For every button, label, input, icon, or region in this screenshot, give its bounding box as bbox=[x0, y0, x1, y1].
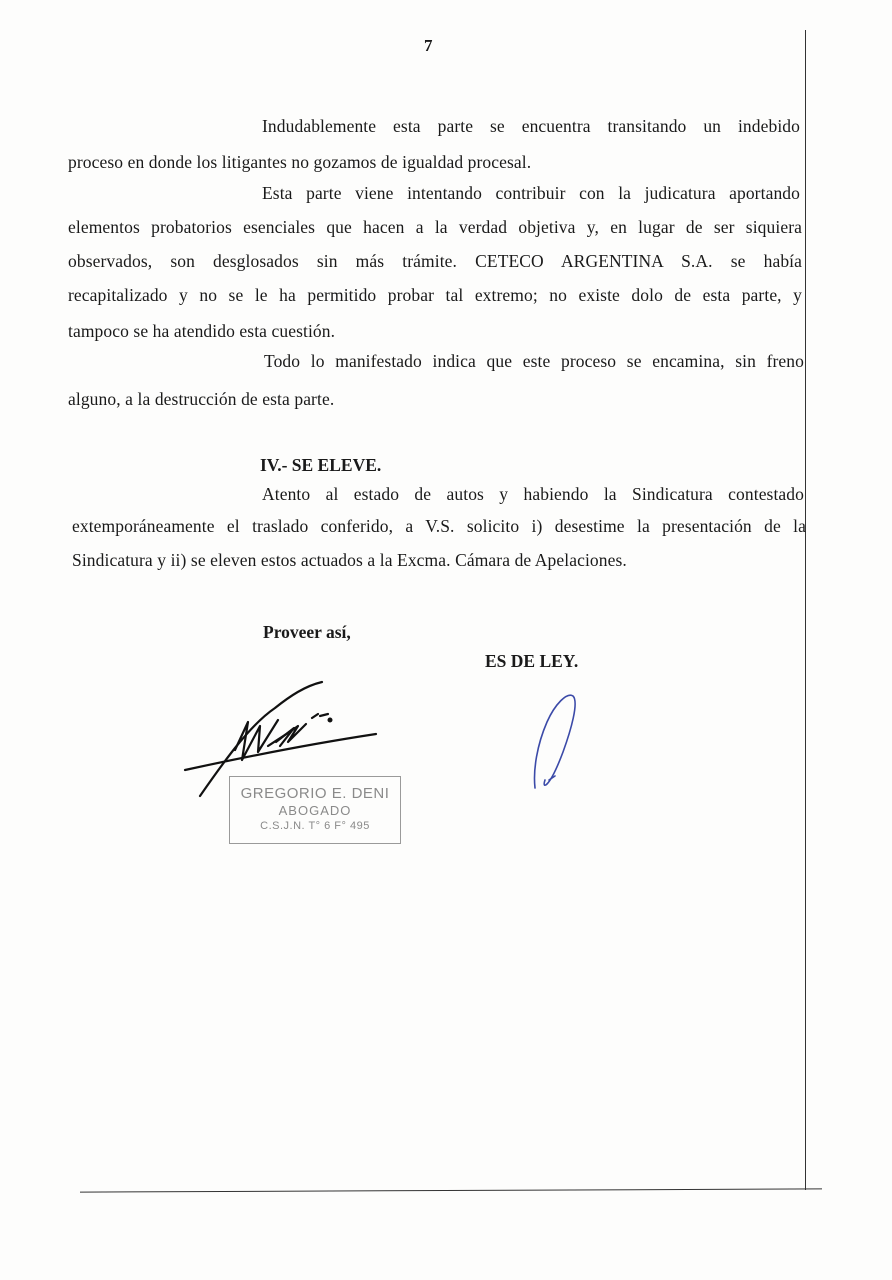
section-iv-line-1: Atento al estado de autos y habiendo la Sindicatura contestado bbox=[262, 484, 804, 504]
section-iv-heading: IV.- SE ELEVE. bbox=[260, 455, 382, 475]
stamp-name: GREGORIO E. DENI bbox=[240, 785, 390, 802]
right-margin-line bbox=[805, 30, 806, 1190]
paragraph-2-line-3: observados, son desglosados sin más trámite. CETECO ARGENTINA S.A. se había bbox=[68, 251, 802, 271]
paragraph-2-line-1: Esta parte viene intentando contribuir con la judicatura aportando bbox=[262, 183, 800, 203]
paragraph-2-line-2: elementos probatorios esenciales que hacen a la verdad objetiva y, en lugar de ser siquiera bbox=[68, 217, 802, 237]
stamp-registration: C.S.J.N. T° 6 F° 495 bbox=[260, 820, 370, 832]
section-iv-line-2: extemporáneamente el traslado conferido, a V.S. solicito i) desestime la presentación de la bbox=[72, 516, 806, 536]
paragraph-1-line-2: proceso en donde los litigantes no gozamos de igualdad procesal. bbox=[68, 152, 532, 172]
bottom-margin-line bbox=[80, 1188, 822, 1192]
es-de-ley: ES DE LEY. bbox=[485, 651, 579, 671]
paragraph-1-line-1: Indudablemente esta parte se encuentra transitando un indebido bbox=[262, 116, 800, 136]
proveer-asi: Proveer así, bbox=[263, 622, 351, 642]
page-number: 7 bbox=[424, 36, 433, 55]
stamp-title: ABOGADO bbox=[278, 803, 352, 818]
section-iv-line-3: Sindicatura y ii) se eleven estos actuados a la Excma. Cámara de Apelaciones. bbox=[72, 550, 627, 570]
paragraph-3-line-1: Todo lo manifestado indica que este proceso se encamina, sin freno bbox=[264, 351, 804, 371]
paragraph-2-line-5: tampoco se ha atendido esta cuestión. bbox=[68, 321, 336, 341]
blue-signature bbox=[525, 690, 585, 800]
paragraph-2-line-4: recapitalizado y no se le ha permitido probar tal extremo; no existe dolo de esta parte, y bbox=[68, 285, 802, 305]
lawyer-stamp bbox=[229, 776, 401, 844]
paragraph-3-line-2: alguno, a la destrucción de esta parte. bbox=[68, 389, 335, 409]
